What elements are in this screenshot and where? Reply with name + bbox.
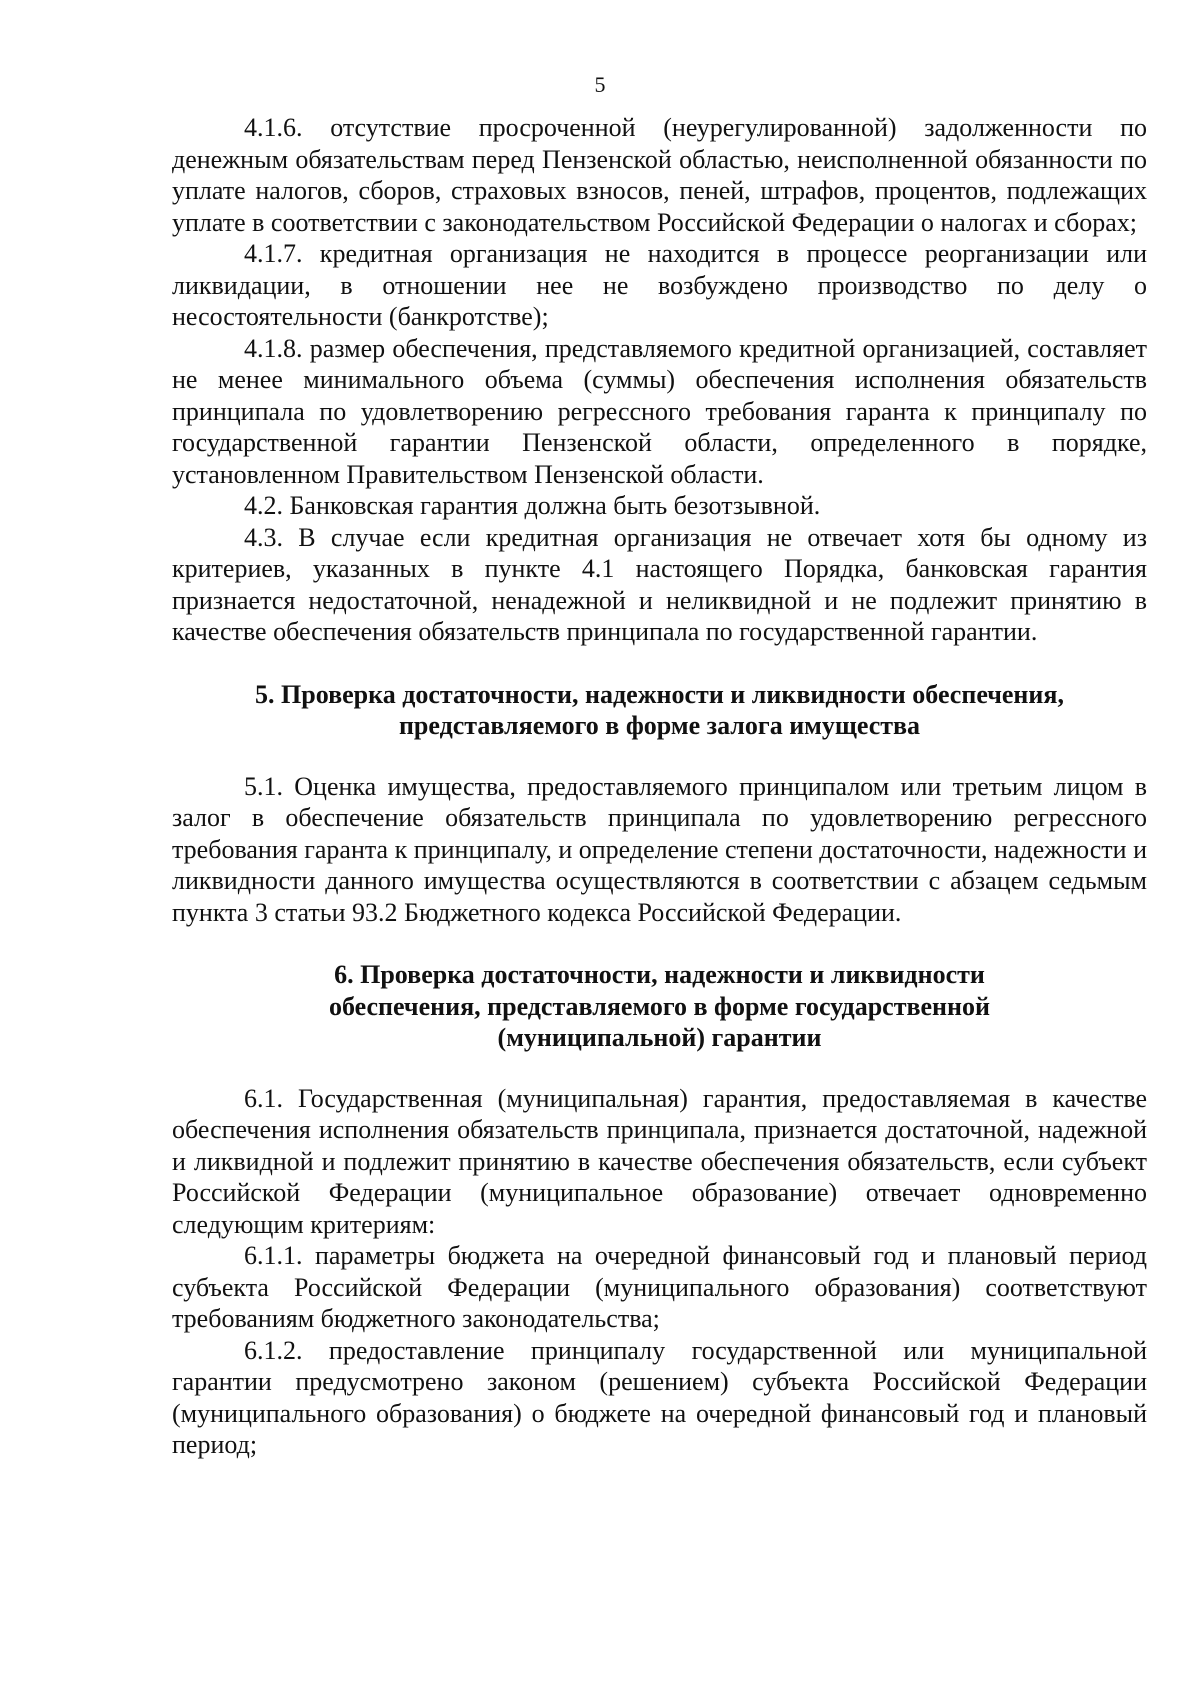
paragraph-6-1-2: 6.1.2. предоставление принципалу государственной или муниципальной гарантии предусмотрено законом (решением) субъекта Российской Федерации (муниципального образования) о бюджете на очередной финансовый год и плановый период; xyxy=(172,1335,1147,1459)
section-6-heading-line-3: (муниципальной) гарантии xyxy=(497,1023,822,1052)
paragraph-4-3: 4.3. В случае если кредитная организация не отвечает хотя бы одному из критериев, указанных в пункте 4.1 настоящего Порядка, банковская гарантия признается недостаточной, ненадежной и неликвидной и не подлежит принятию в качестве обеспечения обязательств принципала по государственной гарантии. xyxy=(172,522,1147,646)
section-6-heading-line-1: 6. Проверка достаточности, надежности и ликвидности xyxy=(334,960,985,989)
paragraph-4-1-6: 4.1.6. отсутствие просроченной (неурегулированной) задолженности по денежным обязательствам перед Пензенской областью, неисполненной обязанности по уплате налогов, сборов, страховых взносов, пеней, штрафов, процентов, подлежащих уплате в соответствии с законодательством Российской Федерации о налогах и сборах; xyxy=(172,113,1147,237)
paragraph-4-1-8: 4.1.8. размер обеспечения, представляемого кредитной организацией, составляет не менее минимального объема (суммы) обеспечения исполнения обязательств принципала по удовлетворению регрессного требования гаранта к принципалу по государственной гарантии Пензенской области, определенного в порядке, установленном Правительством Пензенской области. xyxy=(172,333,1147,489)
paragraph-6-1-1: 6.1.1. параметры бюджета на очередной финансовый год и плановый период субъекта Российской Федерации (муниципального образования) соответствуют требованиям бюджетного законодательства; xyxy=(172,1241,1147,1333)
section-6-heading-line-2: обеспечения, представляемого в форме государственной xyxy=(328,991,990,1021)
section-5-heading-line-1: 5. Проверка достаточности, надежности и ликвидности обеспечения, xyxy=(255,679,1064,709)
paragraph-4-1-7: 4.1.7. кредитная организация не находится в процессе реорганизации или ликвидации, в отношении нее не возбуждено производство по делу о несостоятельности (банкротстве); xyxy=(172,239,1147,331)
paragraph-5-1: 5.1. Оценка имущества, предоставляемого принципалом или третьим лицом в залог в обеспечение обязательств принципала по удовлетворению регрессного требования гаранта к принципалу, и определение степени достаточности, надежности и ликвидности данного имущества осуществляются в соответствии с абзацем седьмым пункта 3 статьи 93.2 Бюджетного кодекса Российской Федерации. xyxy=(172,771,1147,927)
section-5-heading xyxy=(172,679,1147,742)
section-6-heading xyxy=(172,959,1147,1054)
paragraph-4-2: 4.2. Банковская гарантия должна быть безотзывной. xyxy=(244,491,821,520)
paragraph-6-1: 6.1. Государственная (муниципальная) гарантия, предоставляемая в качестве обеспечения исполнения обязательств принципала, признается достаточной, надежной и ликвидной и подлежит принятию в качестве обеспечения обязательств, если субъект Российской Федерации (муниципальное образование) отвечает одновременно следующим критериям: xyxy=(172,1083,1147,1239)
page-number: 5 xyxy=(594,72,606,97)
section-5-heading-line-2: представляемого в форме залога имущества xyxy=(398,711,921,740)
document-body xyxy=(172,112,1147,1461)
